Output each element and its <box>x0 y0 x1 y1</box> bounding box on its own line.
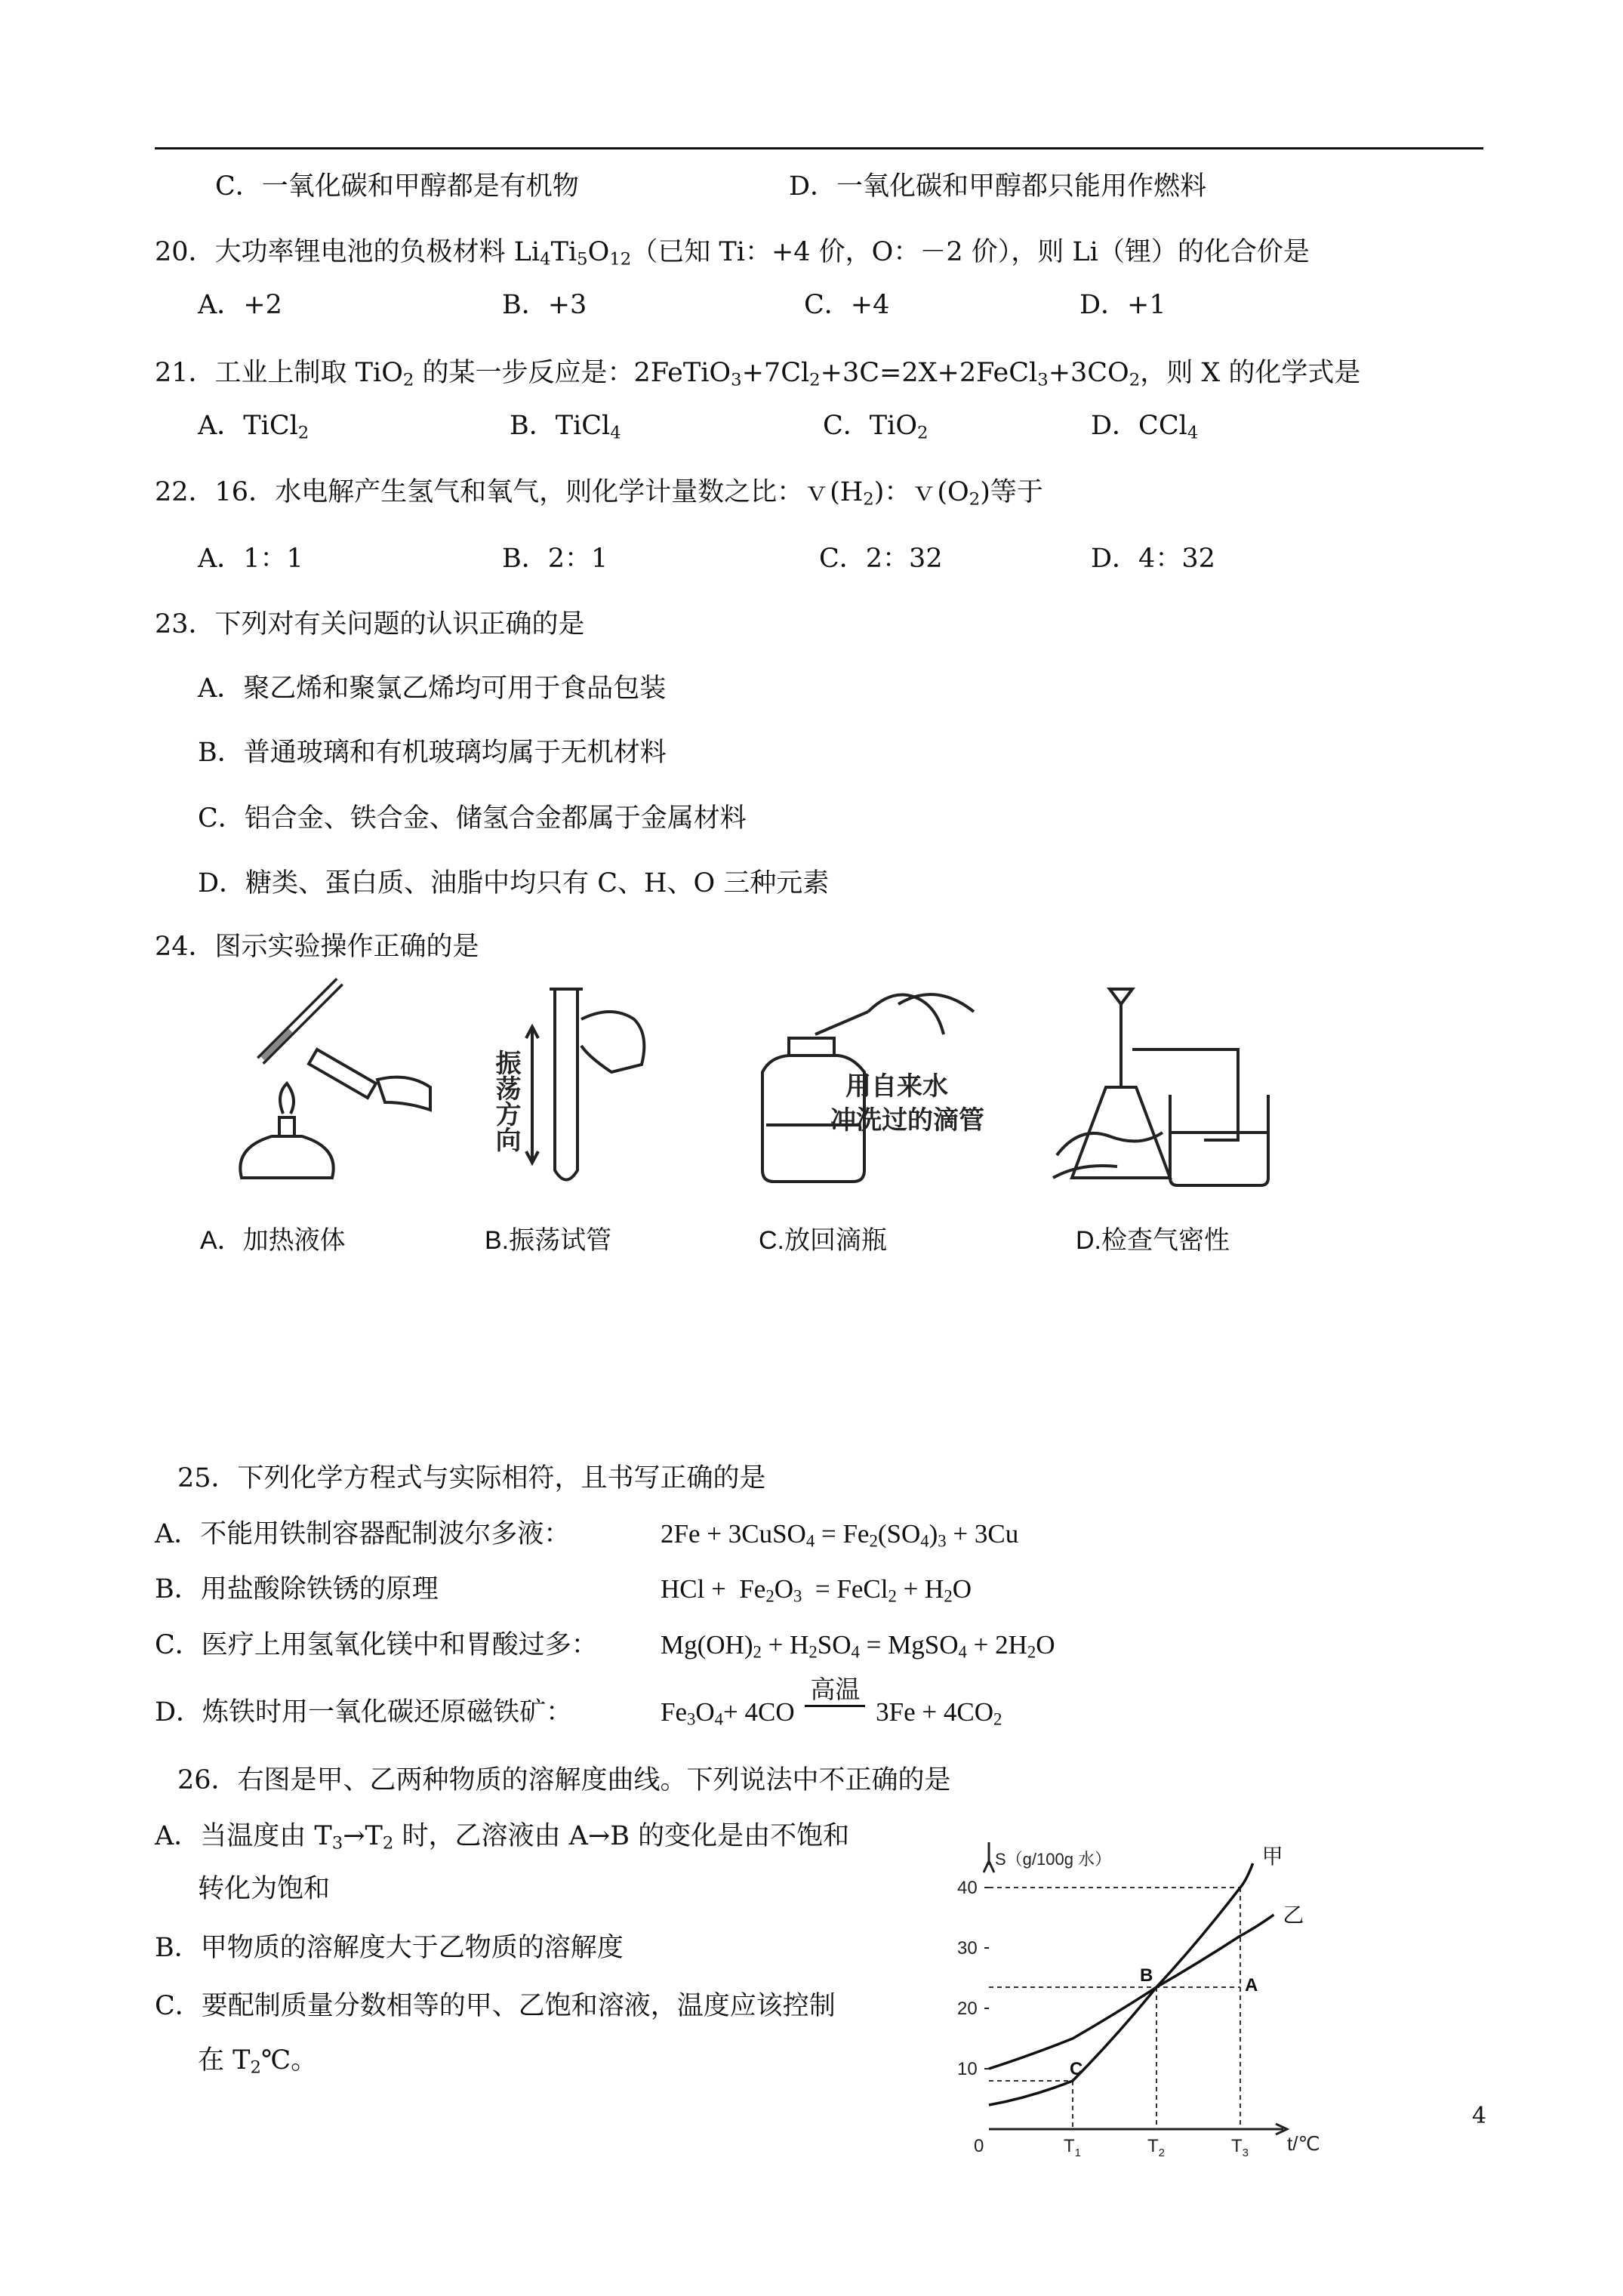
q23-option-d: D．糖类、蛋白质、油脂中均只有 C、H、O 三种元素 <box>198 868 830 898</box>
q19-option-c: C．一氧化碳和甲醇都是有机物 <box>215 171 579 202</box>
y-tick-label: 30 <box>957 1938 978 1959</box>
q22-option-d: D．4：32 <box>1091 544 1215 574</box>
q26-option-c-line2: 在 $T_2℃$。 <box>198 2045 318 2078</box>
series-line-jia <box>989 1863 1253 2105</box>
q20-option-a: A．+2 <box>198 290 282 320</box>
x-tick-subscript: 3 <box>1242 2147 1249 2159</box>
q22-option-b: B．2：1 <box>502 544 608 574</box>
q21-option-c: C．TiO$_2$ <box>823 411 929 443</box>
series-label: 乙 <box>1283 1903 1304 1927</box>
x-tick-subscript: 1 <box>1074 2147 1082 2159</box>
q21-option-d: D．CCl$_4$ <box>1091 411 1199 443</box>
q26-stem: 26．右图是甲、乙两种物质的溶解度曲线。下列说法中不正确的是 <box>177 1765 951 1795</box>
series-label: 甲 <box>1261 1845 1283 1868</box>
q20-option-d: D．+1 <box>1079 290 1166 320</box>
reaction-condition: 高温 <box>810 1675 861 1704</box>
q22-option-c: C．2：32 <box>819 544 943 574</box>
figure-a-caption: A．加热液体 <box>200 1226 346 1255</box>
q25-option-d: D．炼铁时用一氧化碳还原磁铁矿： <box>155 1697 573 1727</box>
point-label: B <box>1140 1965 1153 1986</box>
figure-c-label-line1: 用自来水 <box>845 1072 948 1101</box>
q22-option-a: A．1：1 <box>198 544 303 574</box>
figure-b-caption: B.振荡试管 <box>485 1226 612 1255</box>
q26-option-a-line2: 转化为饱和 <box>198 1874 331 1904</box>
y-tick-label: 40 <box>957 1878 978 1898</box>
series-line-yi <box>989 1915 1273 2069</box>
figure-a-heating <box>240 982 430 1178</box>
figure-b-label: 振荡方向 <box>491 1049 520 1152</box>
figure-d-caption: D.检查气密性 <box>1076 1226 1230 1255</box>
page-number: 4 <box>1472 2103 1487 2129</box>
q25-equation-c: $Mg(OH)_2 + H_2SO_4$ = MgSO$_4$ + $2H_2O$ <box>661 1630 1055 1662</box>
q25-option-c: C．医疗上用氢氧化镁中和胃酸过多： <box>155 1630 598 1660</box>
x-tick-label: 0 <box>974 2136 984 2156</box>
figure-b-shaking <box>526 989 644 1180</box>
q26-option-c-line1: C．要配制质量分数相等的甲、乙饱和溶液，温度应该控制 <box>155 1991 836 2021</box>
solubility-curve-chart <box>936 1842 1329 2159</box>
q19-option-d: D．一氧化碳和甲醇都只能用作燃料 <box>789 171 1207 202</box>
x-tick-label: $T_1$ <box>1064 2136 1082 2159</box>
q23-stem: 23．下列对有关问题的认识正确的是 <box>155 609 585 639</box>
q24-stem: 24．图示实验操作正确的是 <box>155 932 479 962</box>
q26-option-b: B．甲物质的溶解度大于乙物质的溶解度 <box>155 1933 624 1963</box>
q23-option-c: C．铝合金、铁合金、储氢合金都属于金属材料 <box>198 803 747 834</box>
y-tick-label: 10 <box>957 2059 978 2079</box>
x-tick-label: $T_3$ <box>1231 2136 1249 2159</box>
x-axis-label: t/℃ <box>1287 2132 1320 2155</box>
q25-equation-d: $Fe_3O_4+ 4CO$ 高温 $3Fe + 4CO_2$ <box>661 1675 1002 1729</box>
q25-equation-b: HCl + $Fe_2O_3$ = FeCl$_2$ + $H_2O$ <box>661 1574 972 1606</box>
point-label: C <box>1070 2059 1083 2079</box>
figure-d-airtight <box>1053 989 1268 1185</box>
q21-option-a: A．TiCl$_2$ <box>198 411 310 443</box>
q21-stem: 21．工业上制取 TiO$_2$ 的某一步反应是：$2FeTiO_3+7Cl_2+3C=2X+2FeCl_3+3CO_2$，则 X 的化学式是 <box>155 358 1361 390</box>
y-axis-label: S（g/100g 水） <box>995 1850 1112 1869</box>
q20-option-c: C．+4 <box>804 290 890 320</box>
q26-option-a-line1: A．当温度由 $T_3\to T_2$ 时，乙溶液由 A→B 的变化是由不饱和 <box>155 1821 850 1854</box>
q23-option-b: B．普通玻璃和有机玻璃均属于无机材料 <box>198 738 667 768</box>
y-axis-arrow <box>984 1861 994 1872</box>
x-tick-subscript: 2 <box>1158 2147 1166 2159</box>
q23-option-a: A．聚乙烯和聚氯乙烯均可用于食品包装 <box>198 673 667 704</box>
x-tick-label: $T_2$ <box>1147 2136 1166 2159</box>
figure-c-caption: C.放回滴瓶 <box>759 1226 887 1255</box>
q20-option-b: B．+3 <box>502 290 587 320</box>
lab-operations-figure <box>189 974 1306 1200</box>
q20-stem: 20．大功率锂电池的负极材料 $Li_4Ti_5O_{12}$（已知 Ti：+4 价，O：－2 价），则 Li（锂）的化合价是 <box>155 237 1310 270</box>
q25-option-b: B．用盐酸除铁锈的原理 <box>155 1574 439 1604</box>
q25-equation-a: 2Fe + 3CuSO$_4$ = $Fe_2(SO_4)_3 + 3Cu$ <box>661 1519 1019 1551</box>
q25-option-a: A．不能用铁制容器配制波尔多液： <box>155 1519 571 1549</box>
header-rule <box>155 147 1483 149</box>
q22-stem: 22．16．水电解产生氢气和氧气，则化学计量数之比：$v(H_2)$：$v(O_2)$等于 <box>155 477 1043 510</box>
figure-c-label-line2: 冲洗过的滴管 <box>830 1106 984 1135</box>
y-tick-label: 20 <box>957 1999 978 2019</box>
q25-stem: 25．下列化学方程式与实际相符，且书写正确的是 <box>177 1463 766 1493</box>
point-label: A <box>1245 1975 1258 1996</box>
q21-option-b: B．TiCl$_4$ <box>510 411 621 443</box>
reaction-condition-bar <box>805 1705 865 1707</box>
